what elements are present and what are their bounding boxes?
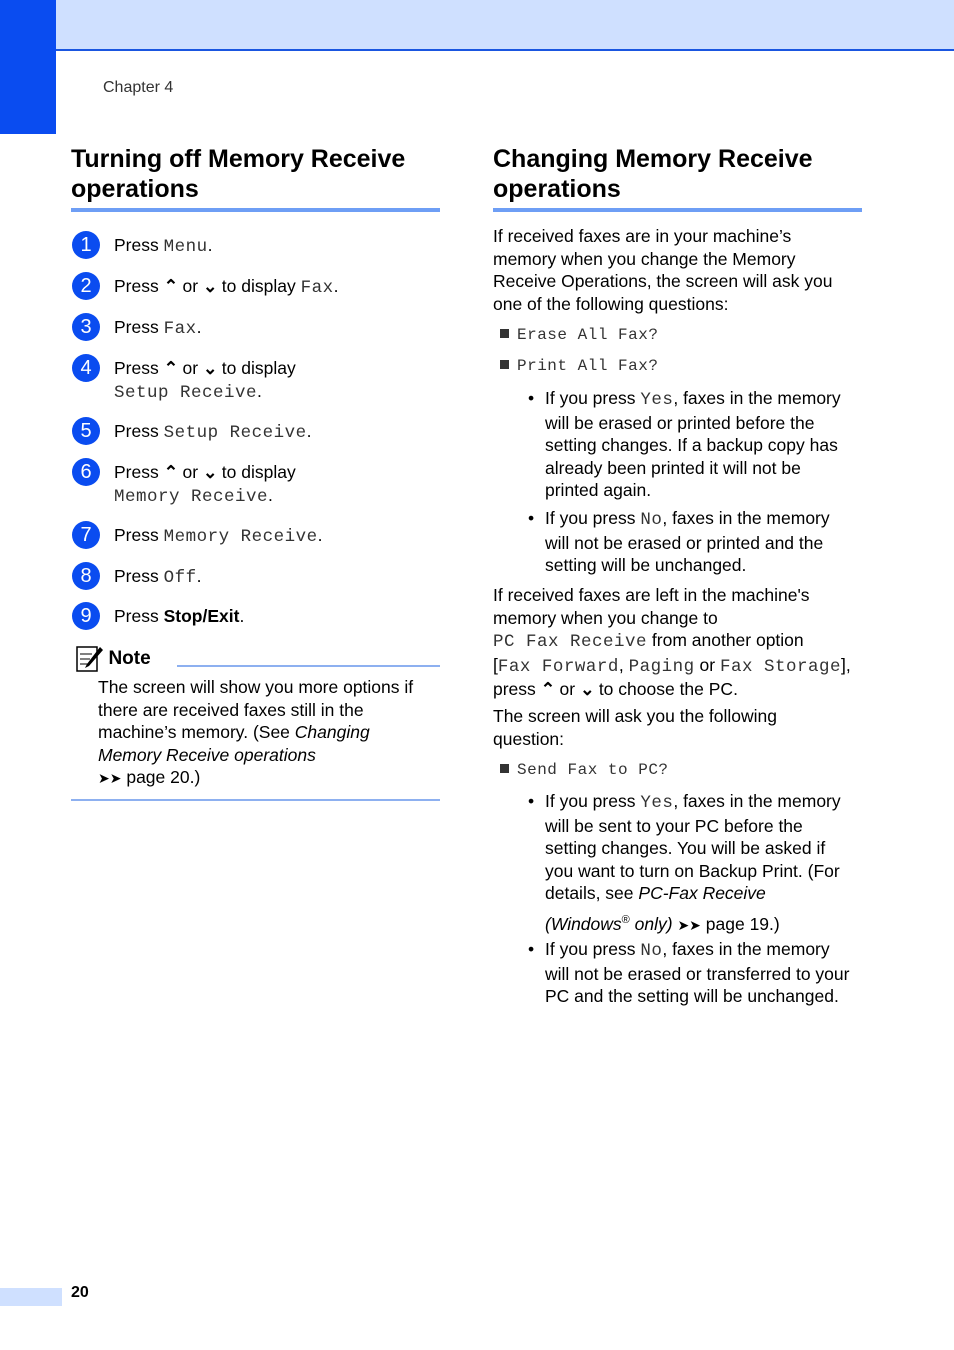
question-paragraph: The screen will ask you the following question:: [493, 706, 778, 749]
step-number: 3: [72, 313, 100, 341]
square-bullet-icon: [500, 360, 509, 369]
double-arrow-icon: ➤➤: [677, 916, 701, 933]
note-text: The screen will show you more options if there are received faxes still in the machine’s memory. (See Changing Memory Receive operations ➤➤ page 20.): [98, 677, 414, 787]
step-1: 1 Press Menu.: [72, 234, 452, 259]
step-number: 8: [72, 562, 100, 590]
step-3: 3 Press Fax.: [72, 316, 452, 341]
option-send-fax: Send Fax to PC?: [500, 761, 669, 779]
down-arrow-icon: ⌄: [202, 358, 218, 378]
pc-fax-paragraph: If received faxes are left in the machine's memory when you change to PC Fax Receive from another option [Fax Forward, Paging or Fax Storage], press ⌃ or ⌄ to choose the PC.: [493, 585, 851, 699]
bullet-no-send: • If you press No, faxes in the memory will not be erased or transferred to your PC and the setting will be unchanged.: [528, 939, 850, 1006]
right-title-rule: [493, 208, 862, 212]
chapter-tab: [0, 0, 56, 134]
up-arrow-icon: ⌃: [540, 679, 556, 699]
option-print-all: Print All Fax?: [500, 357, 658, 375]
up-arrow-icon: ⌃: [163, 276, 179, 296]
step-7: 7 Press Memory Receive.: [72, 524, 452, 549]
note-pencil-icon: [74, 644, 104, 674]
note-rule-bottom: [71, 799, 440, 801]
note-rule-top: [177, 665, 440, 667]
bullet-no-erase: • If you press No, faxes in the memory will not be erased or printed and the setting will be unchanged.: [528, 508, 830, 575]
step-5: 5 Press Setup Receive.: [72, 420, 452, 445]
step-2: 2 Press ⌃ or ⌄ to display Fax.: [72, 275, 452, 300]
step-number: 4: [72, 354, 100, 382]
intro-paragraph: If received faxes are in your machine’s memory when you change the Memory Receive Operations, the screen will ask you one of the following questions:: [493, 226, 833, 314]
step-number: 6: [72, 458, 100, 486]
step-8: 8 Press Off.: [72, 565, 452, 590]
down-arrow-icon: ⌄: [202, 276, 218, 296]
chapter-label: Chapter 4: [103, 79, 174, 96]
step-number: 7: [72, 521, 100, 549]
square-bullet-icon: [500, 764, 509, 773]
note-header: [74, 644, 151, 676]
up-arrow-icon: ⌃: [163, 358, 179, 378]
page-number: 20: [71, 1284, 89, 1301]
option-erase-all: Erase All Fax?: [500, 326, 658, 344]
square-bullet-icon: [500, 329, 509, 338]
step-9: 9 Press Stop/Exit.: [72, 605, 452, 628]
left-section-title: Turning off Memory Receive operations: [71, 145, 406, 203]
down-arrow-icon: ⌄: [579, 679, 595, 699]
left-title-rule: [71, 208, 440, 212]
right-section-title: Changing Memory Receive operations: [493, 145, 813, 203]
step-4: 4 Press ⌃ or ⌄ to display Setup Receive.: [72, 357, 452, 405]
up-arrow-icon: ⌃: [163, 462, 179, 482]
note-label: Note: [108, 648, 151, 669]
step-number: 1: [72, 231, 100, 259]
step-number: 2: [72, 272, 100, 300]
page-number-bar: [0, 1288, 62, 1306]
step-6: 6 Press ⌃ or ⌄ to display Memory Receive.: [72, 461, 452, 509]
step-number: 5: [72, 417, 100, 445]
down-arrow-icon: ⌄: [202, 462, 218, 482]
bullet-yes-erase: • If you press Yes, faxes in the memory will be erased or printed before the setting changes. If a backup copy has already been printed it will not be printed again.: [528, 388, 841, 500]
double-arrow-icon: ➤➤: [98, 770, 122, 786]
bullet-yes-send: • If you press Yes, faxes in the memory will be sent to your PC before the setting changes. You will be asked if you want to turn on Backup Print. (For details, see PC-Fax Receive (Windows® only) ➤➤ page 19.): [528, 791, 841, 934]
step-number: 9: [72, 602, 100, 630]
header-band: [56, 0, 954, 51]
